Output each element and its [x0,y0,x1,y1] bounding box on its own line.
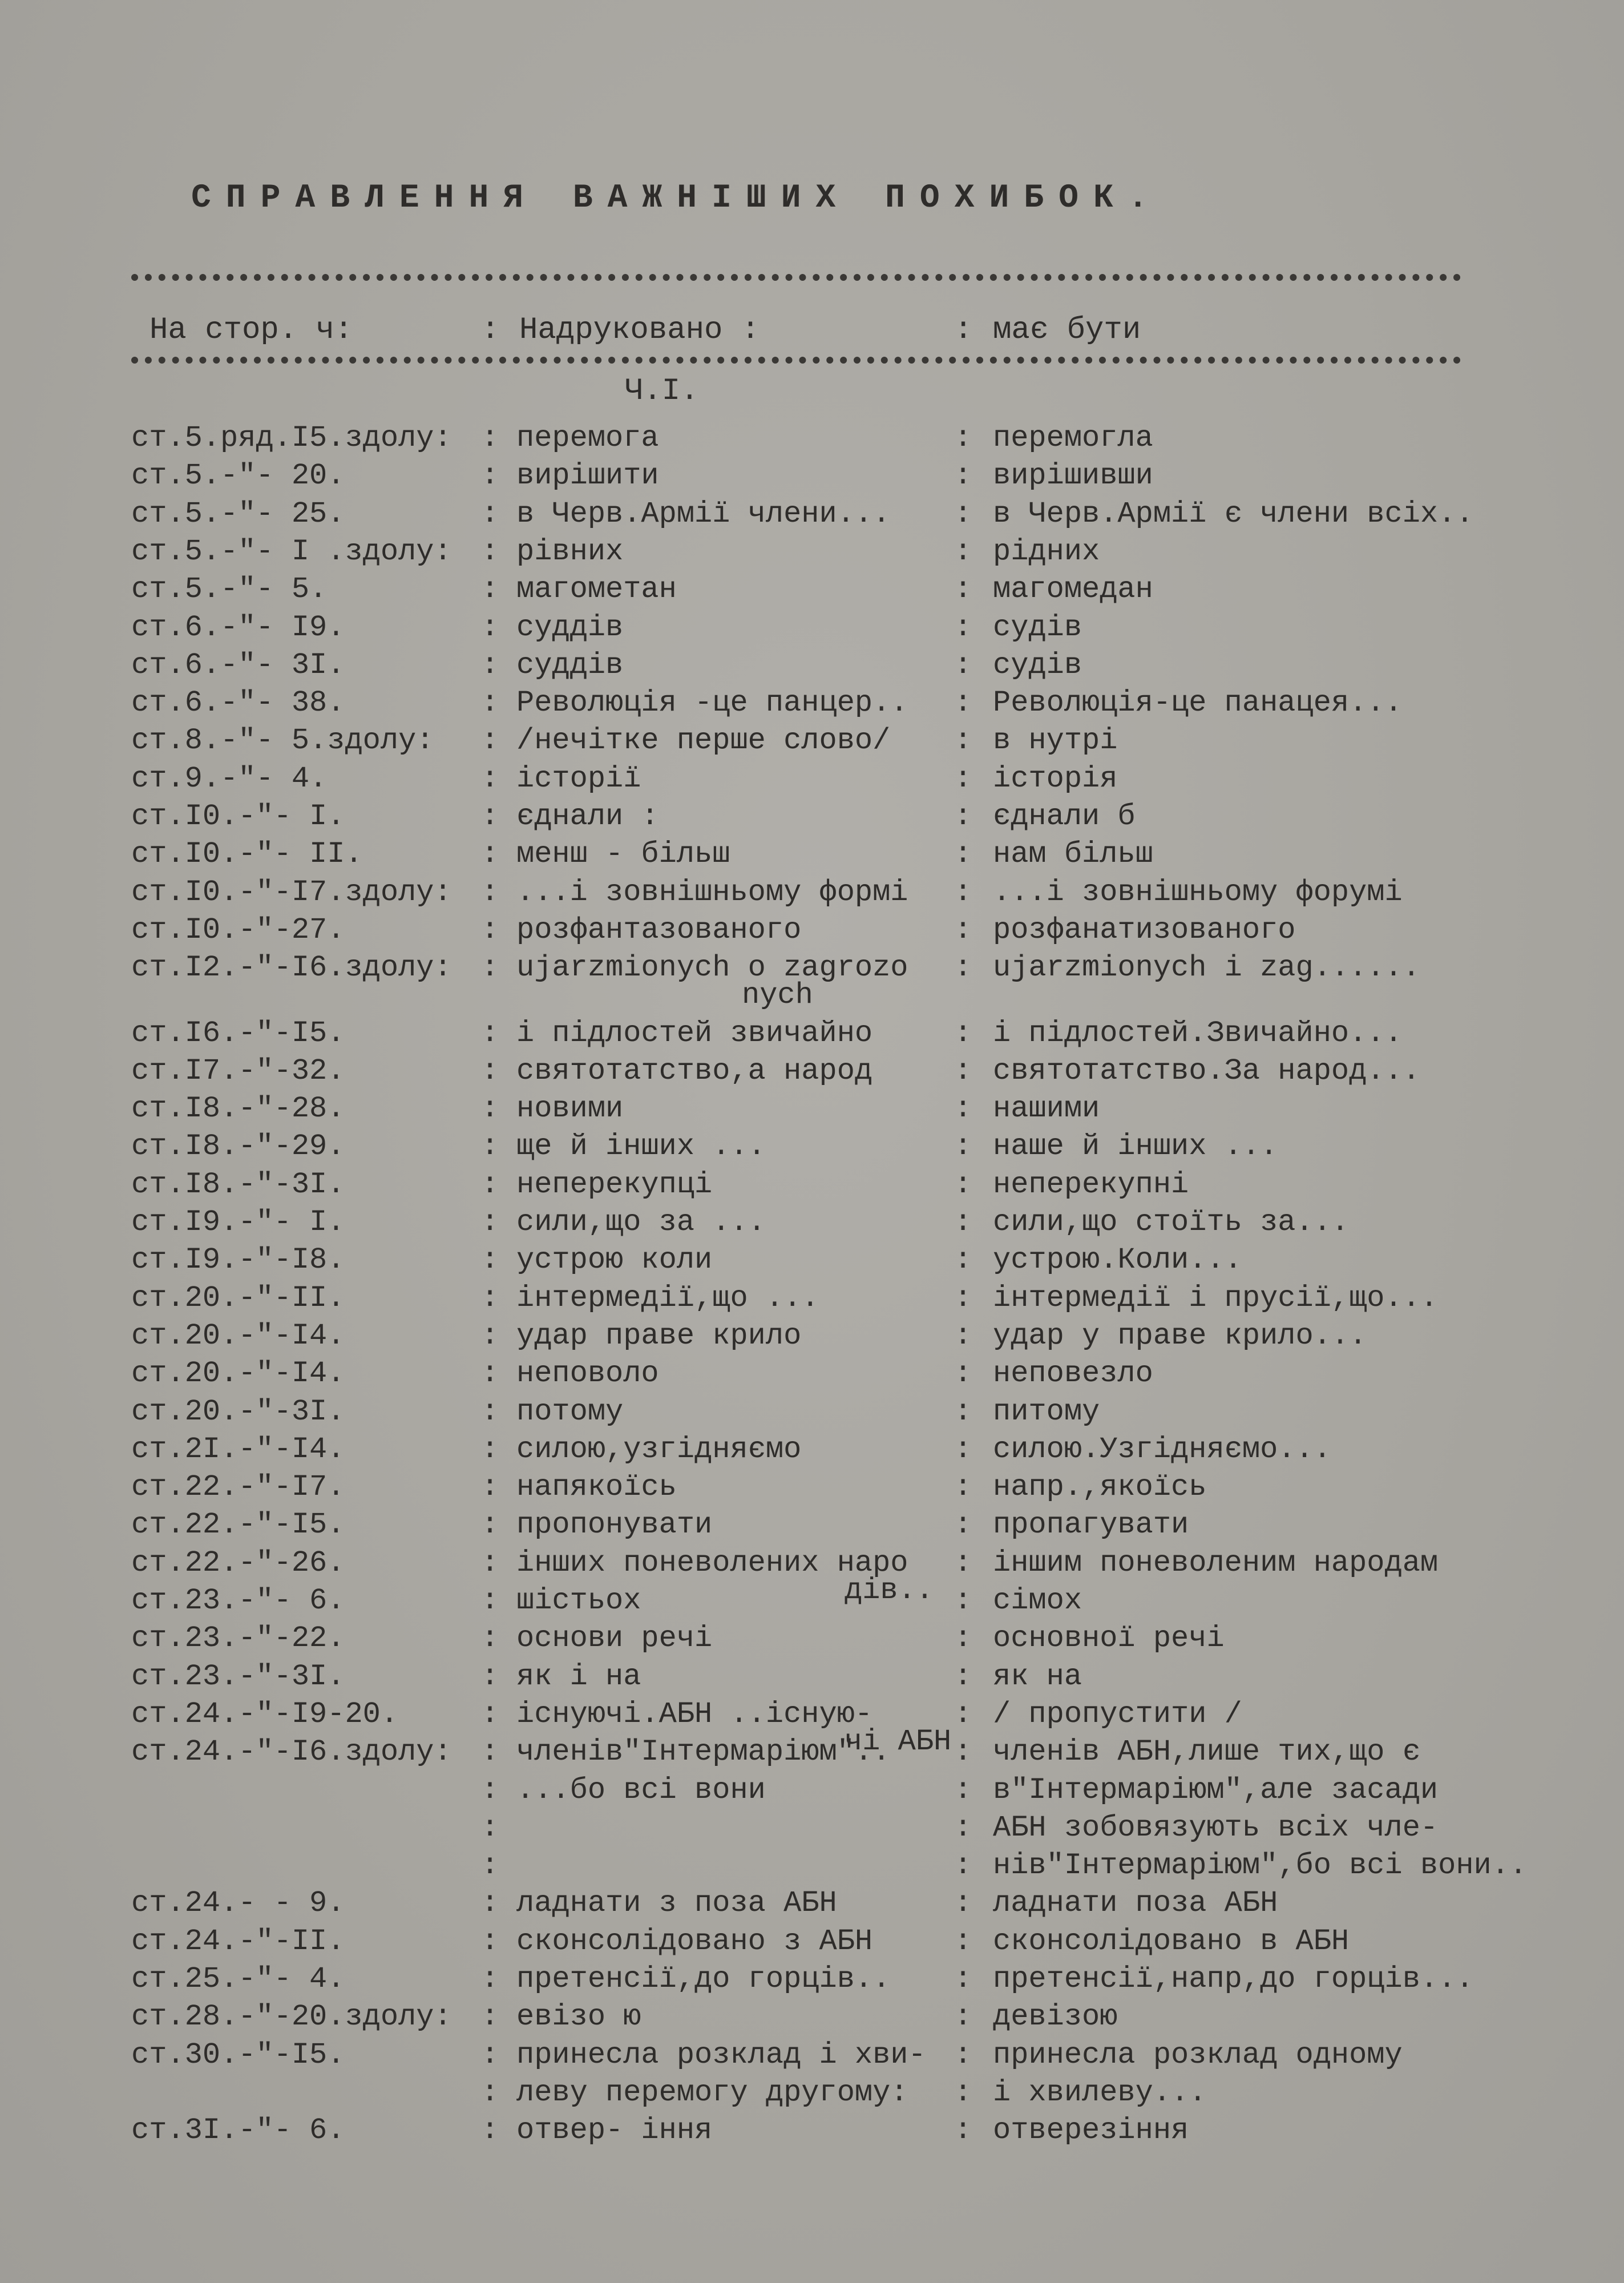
column-separator: : [481,1205,499,1239]
column-separator: : [954,610,972,644]
correct-text: перемогла [993,421,1153,455]
page-reference: ст.30.-"-І5. [131,2038,345,2072]
printed-text-continuation: чі АБН [845,1724,952,1758]
column-separator: : [954,2038,972,2072]
printed-text: ujarzmionych o zagrozo [516,951,908,985]
column-separator: : [481,572,499,607]
correct-text: вирішивши [993,459,1153,493]
column-separator: : [954,1016,972,1050]
page-reference: ст.І0.-"- ІІ. [131,837,363,872]
column-separator: : [481,1394,499,1429]
column-separator: : [481,1773,499,1807]
page-reference: ст.22.-"-26. [131,1546,345,1580]
printed-text: єднали : [516,800,659,833]
column-separator: : [954,1167,972,1201]
correct-text: основної речі [993,1622,1225,1656]
correct-text: судів [993,648,1082,682]
correct-text: і хвилеву... [993,2075,1207,2109]
page-reference: ст.І0.-"- І. [131,800,345,833]
printed-text-continuation: nych [742,978,813,1013]
column-separator: : [481,1281,499,1315]
column-separator: : [481,1810,499,1845]
page-title: СПРАВЛЕННЯ ВАЖНІШИХ ПОХИБОК. [191,180,1163,217]
column-separator: : [954,1205,972,1239]
column-separator: : [954,421,972,455]
page-reference: ст.5.-"- І .здолу: [131,534,452,568]
correct-text: розфанатизованого [993,913,1296,947]
page-reference: ст.І8.-"-28. [131,1092,345,1126]
correct-text: в нутрі [993,724,1118,758]
printed-text: магометан [516,572,677,607]
column-separator: : [954,1357,972,1391]
printed-text: суддів [516,648,624,682]
column-separator: : [481,1130,499,1164]
column-separator: : [481,1432,499,1466]
column-separator: : [481,761,499,796]
printed-text: рівних [516,534,624,568]
column-separator: : [954,1092,972,1126]
column-separator: : [954,1054,972,1088]
page-reference: ст.28.-"-20.здолу: [131,2000,452,2034]
correct-text: пропагувати [993,1508,1189,1542]
page-reference: ст.22.-"-І5. [131,1508,345,1542]
printed-text: історії [516,761,641,796]
printed-text-continuation: дів.. [845,1573,934,1607]
correct-text: в Черв.Армії є члени всіх.. [993,497,1474,531]
column-separator: : [481,1092,499,1126]
correct-text: ...і зовнішньому форумі [993,875,1403,909]
column-separator: : [481,459,499,493]
printed-text: менш - більш [516,837,730,872]
page-reference: ст.23.-"-3І. [131,1659,345,1693]
column-separator: : [954,1886,972,1921]
page-reference: ст.6.-"- І9. [131,610,345,644]
correct-text: ujarzmionych i zag...... [993,951,1420,985]
correct-text: претенсії,напр,до горців... [993,1962,1474,1996]
correct-text: АБН зобовязують всіх чле- [993,1810,1439,1845]
header-separator: : [954,313,973,348]
column-separator: : [954,1432,972,1466]
page-reference: ст.24.-"-ІІ. [131,1924,345,1958]
printed-text: принесла розклад і хви- [516,2038,926,2072]
printed-text: і підлостей звичайно [516,1016,873,1050]
column-separator: : [954,2075,972,2109]
printed-text: потому [516,1394,624,1429]
page-reference: ст.2І.-"-І4. [131,1432,345,1466]
printed-text: евізо ю [516,2000,641,2034]
printed-text: існуючі.АБН ..існую- [516,1697,873,1731]
page-reference: ст.24.-"-І6.здолу: [131,1735,452,1769]
column-separator: : [954,1773,972,1807]
correct-text: питому [993,1394,1100,1429]
page-reference: ст.20.-"-І4. [131,1357,345,1391]
column-separator: : [481,1584,499,1618]
printed-text: устрою коли [516,1243,713,1277]
printed-text: інтермедії,що ... [516,1281,819,1315]
page-reference: ст.9.-"- 4. [131,761,328,796]
correct-text: членів АБН,лише тих,що є [993,1735,1420,1769]
column-separator: : [954,497,972,531]
correct-text: удар у праве крило... [993,1318,1367,1353]
page-reference: ст.І6.-"-І5. [131,1016,345,1050]
correct-text: магомедан [993,572,1153,607]
printed-text: пропонувати [516,1508,713,1542]
printed-text: новими [516,1092,624,1126]
page-reference: ст.І0.-"-І7.здолу: [131,875,452,909]
column-separator: : [954,800,972,833]
correct-text: ладнати поза АБН [993,1886,1278,1921]
column-separator: : [481,534,499,568]
page-reference: ст.20.-"-І4. [131,1318,345,1353]
page-reference: ст.6.-"- 3І. [131,648,345,682]
page-reference: ст.І2.-"-І6.здолу: [131,951,452,985]
column-separator: : [954,1962,972,1996]
correct-text: сили,що стоїть за... [993,1205,1350,1239]
column-separator: : [954,648,972,682]
column-separator: : [954,724,972,758]
column-separator: : [954,913,972,947]
correct-text: напр.,якоїсь [993,1470,1207,1504]
page-reference: ст.5.-"- 20. [131,459,345,493]
column-separator: : [481,2000,499,2034]
column-separator: : [481,1849,499,1883]
column-separator: : [954,837,972,872]
correct-text: отверезіння [993,2113,1189,2148]
printed-text: вирішити [516,459,659,493]
column-separator: : [954,1584,972,1618]
correct-text: Революція-це панацея... [993,686,1403,720]
printed-text: силою,узгідняємо [516,1432,802,1466]
printed-text: сили,що за ... [516,1205,766,1239]
column-separator: : [481,1546,499,1580]
correct-text: рідних [993,534,1100,568]
column-separator: : [954,1470,972,1504]
column-separator: : [954,2000,972,2034]
printed-text: сконсолідовано з АБН [516,1924,873,1958]
column-separator: : [481,1054,499,1088]
column-separator: : [954,1659,972,1693]
correct-text: і підлостей.Звичайно... [993,1016,1403,1050]
printed-text: неперекупці [516,1167,713,1201]
correct-text: в"Інтермаріюм",але засади [993,1773,1439,1807]
correct-text: / пропустити / [993,1697,1242,1731]
column-separator: : [954,1281,972,1315]
printed-text: ладнати з поза АБН [516,1886,837,1921]
printed-text: /нечітке перше слово/ [516,724,891,758]
page-reference: ст.І8.-"-29. [131,1130,345,1164]
correct-text: сконсолідовано в АБН [993,1924,1350,1958]
page-reference: ст.25.-"- 4. [131,1962,345,1996]
column-separator: : [481,1508,499,1542]
column-separator: : [481,1886,499,1921]
printed-text: ...бо всі вони [516,1773,766,1807]
column-separator: : [481,610,499,644]
correct-text: неперекупні [993,1167,1189,1201]
column-separator: : [481,1697,499,1731]
correct-text: святотатство.За народ... [993,1054,1420,1088]
column-separator: : [954,2113,972,2148]
column-separator: : [481,1167,499,1201]
correct-text: устрою.Коли... [993,1243,1242,1277]
correct-text: іншим поневоленим народам [993,1546,1439,1580]
page-reference: ст.5.-"- 5. [131,572,328,607]
column-separator: : [481,1735,499,1769]
header-printed-column: Надруковано : [519,313,760,348]
column-separator: : [954,686,972,720]
printed-text: удар праве крило [516,1318,802,1353]
correct-text: як на [993,1659,1082,1693]
column-separator: : [954,951,972,985]
correct-text: наше й інших ... [993,1130,1278,1164]
printed-text: перемога [516,421,659,455]
printed-text: суддів [516,610,624,644]
printed-text: ...і зовнішньому формі [516,875,908,909]
correct-text: нам більш [993,837,1153,872]
column-separator: : [954,1318,972,1353]
column-separator: : [954,1130,972,1164]
page-reference: ст.24.-"-І9-20. [131,1697,399,1731]
correct-text: єднали б [993,800,1136,833]
printed-text: в Черв.Армії члени... [516,497,891,531]
column-separator: : [954,1924,972,1958]
correct-text: силою.Узгідняємо... [993,1432,1331,1466]
page-reference: ст.5.-"- 25. [131,497,345,531]
column-separator: : [481,875,499,909]
correct-text: сімох [993,1584,1082,1618]
column-separator: : [481,1470,499,1504]
column-separator: : [954,1394,972,1429]
column-separator: : [481,2075,499,2109]
column-separator: : [481,1622,499,1656]
column-separator: : [481,913,499,947]
page-reference: ст.І7.-"-32. [131,1054,345,1088]
column-separator: : [954,1697,972,1731]
column-separator: : [954,1735,972,1769]
column-separator: : [954,1243,972,1277]
column-separator: : [481,686,499,720]
printed-text: розфантазованого [516,913,802,947]
page-reference: ст.22.-"-І7. [131,1470,345,1504]
page-reference: ст.8.-"- 5.здолу: [131,724,434,758]
printed-text: членів"Інтермаріюм".. [516,1735,891,1769]
printed-text: інших поневолених наро [516,1546,908,1580]
page-reference: ст.І9.-"-І8. [131,1243,345,1277]
column-separator: : [481,648,499,682]
page-reference: ст.6.-"- 38. [131,686,345,720]
column-separator: : [481,1318,499,1353]
column-separator: : [481,800,499,833]
column-separator: : [954,1508,972,1542]
column-separator: : [481,1924,499,1958]
column-separator: : [954,1810,972,1845]
page-reference: ст.І8.-"-3І. [131,1167,345,1201]
column-separator: : [481,1962,499,1996]
page-reference: ст.І9.-"- І. [131,1205,345,1239]
printed-text: святотатство,а народ [516,1054,873,1088]
correct-text: принесла розклад одному [993,2038,1403,2072]
page-reference: ст.5.ряд.І5.здолу: [131,421,452,455]
column-separator: : [481,837,499,872]
column-separator: : [954,761,972,796]
correct-text: нашими [993,1092,1100,1126]
header-page-column: На стор. ч: [150,313,353,348]
page-reference: ст.23.-"- 6. [131,1584,345,1618]
correct-text: історія [993,761,1118,796]
header-separator: : [481,313,500,348]
printed-text: неповоло [516,1357,659,1391]
correct-text: девізою [993,2000,1118,2034]
column-separator: : [954,875,972,909]
chapter-marker: Ч.І. [625,374,699,409]
column-separator: : [481,1016,499,1050]
printed-text: отвер- іння [516,2113,713,2148]
correct-text: неповезло [993,1357,1153,1391]
printed-text: Революція -це панцер.. [516,686,908,720]
column-separator: : [481,421,499,455]
printed-text: основи речі [516,1622,713,1656]
correct-text: інтермедії і прусії,що... [993,1281,1439,1315]
column-separator: : [481,1659,499,1693]
column-separator: : [954,1546,972,1580]
printed-text: напякоїсь [516,1470,677,1504]
page-reference: ст.20.-"-ІІ. [131,1281,345,1315]
page-reference: ст.3І.-"- 6. [131,2113,345,2148]
printed-text: шістьох [516,1584,641,1618]
column-separator: : [481,497,499,531]
column-separator: : [954,1622,972,1656]
column-separator: : [481,2113,499,2148]
printed-text: претенсії,до горців.. [516,1962,891,1996]
correct-text: судів [993,610,1082,644]
column-separator: : [954,459,972,493]
column-separator: : [481,724,499,758]
column-separator: : [954,534,972,568]
page-reference: ст.24.- - 9. [131,1886,345,1921]
correct-text: нів"Інтермаріюм",бо всі вони.. [993,1849,1528,1883]
page-reference: ст.І0.-"-27. [131,913,345,947]
column-separator: : [481,1357,499,1391]
column-separator: : [481,1243,499,1277]
printed-text: ще й інших ... [516,1130,766,1164]
column-separator: : [954,1849,972,1883]
column-separator: : [481,2038,499,2072]
printed-text: леву перемогу другому: [516,2075,908,2109]
column-separator: : [954,572,972,607]
page-reference: ст.20.-"-3І. [131,1394,345,1429]
printed-text: як і на [516,1659,641,1693]
column-separator: : [481,951,499,985]
page-reference: ст.23.-"-22. [131,1622,345,1656]
header-correct-column: має бути [993,313,1141,348]
